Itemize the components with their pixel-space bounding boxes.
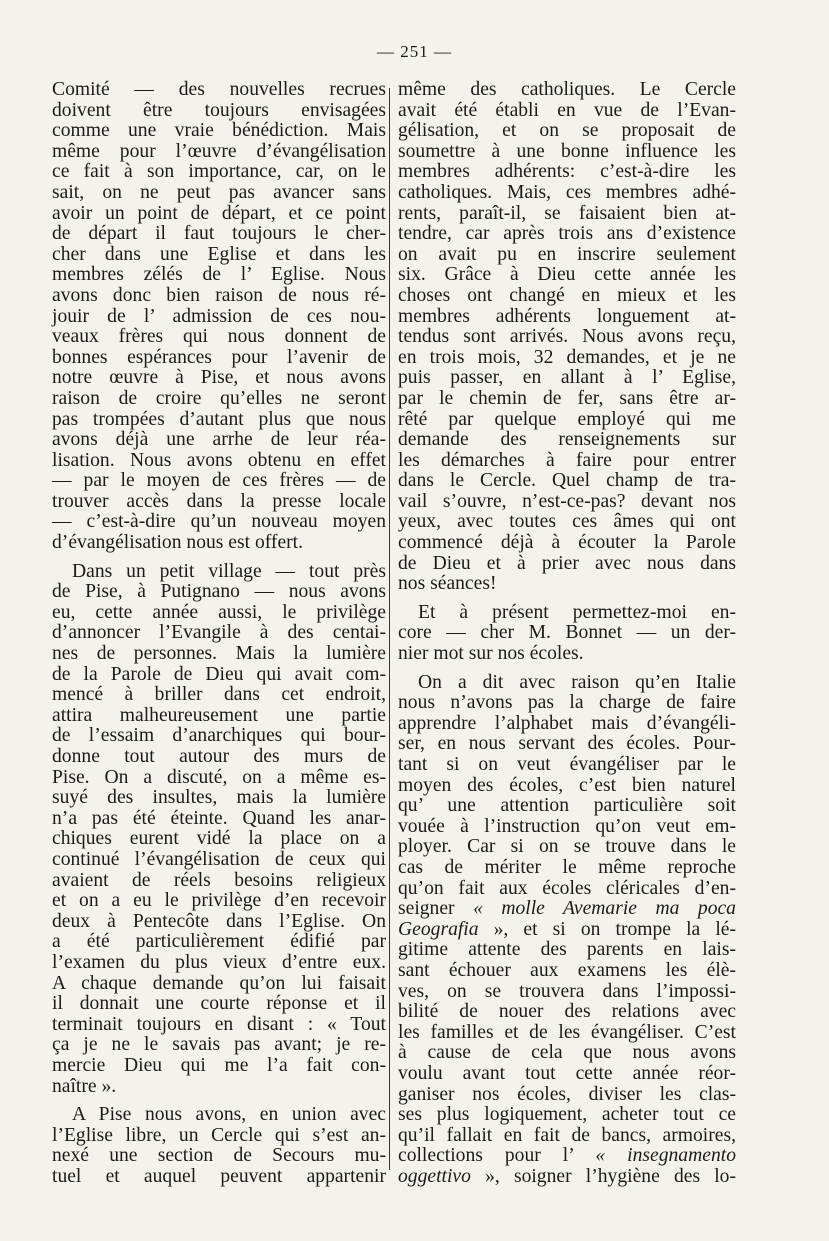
- text-line: A Pise nous avons, en union avec: [72, 1104, 386, 1126]
- text-line: avons déjà une arrhe de leur réa-: [52, 429, 386, 451]
- text-line: [398, 920, 736, 941]
- text-line: terminait toujours en disant : « Tout: [52, 1013, 386, 1035]
- text-line: gélisation, et on se proposait de: [398, 120, 736, 142]
- text-line: qu’il fallait en fait de bancs, armoires,: [398, 1124, 736, 1146]
- text-line: — c’est-à-dire qu’un nouveau moyen: [52, 511, 386, 533]
- italic-quote: oggettivo: [398, 1165, 471, 1187]
- text-line: continué l’évangélisation de ceux qui: [52, 848, 386, 870]
- text-line: par le chemin de fer, sans être ar-: [398, 387, 736, 409]
- column-divider: [389, 88, 390, 1170]
- text-line: Comité — des nouvelles recrues: [52, 79, 386, 100]
- text-line: bonnes espérances pour l’avenir de: [52, 346, 386, 368]
- text-line: rents, paraît-il, se faisaient bien at-: [398, 202, 736, 224]
- text-line: en trois mois, 32 demandes, et je ne: [398, 346, 736, 368]
- text-line: Dans un petit village — tout près: [72, 560, 386, 582]
- text-line: qu’on fait aux écoles cléricales d’en-: [398, 877, 736, 899]
- text-line: sant échouer aux examens les élè-: [398, 959, 736, 981]
- text-line: et on a eu le privilège d’en recevoir: [52, 890, 386, 912]
- text-line: membres adhérents longuement at-: [398, 305, 736, 327]
- text-line: de Dieu et à prier avec nous dans: [398, 552, 736, 574]
- text-line: puis passer, en allant à l’ Eglise,: [398, 367, 736, 389]
- text-line: six. Grâce à Dieu cette année les: [398, 264, 736, 286]
- text-line: catholiques. Mais, ces membres adhé-: [398, 181, 736, 203]
- text-line: ses plus logiquement, acheter tout ce: [398, 1104, 736, 1126]
- text-line: nes de personnes. Mais la lumière: [52, 643, 386, 665]
- text-line: — par le moyen de ces frères — de: [52, 470, 386, 492]
- text-line: vail s’ouvre, n’est-ce-pas? devant nos: [398, 490, 736, 512]
- text-line: A chaque demande qu’on lui faisait: [52, 972, 386, 994]
- text-line: voulu avant tout cette année réor-: [398, 1062, 736, 1084]
- text-line: les familles et de les évangéliser. C’est: [398, 1021, 736, 1043]
- text-line: [398, 1146, 736, 1167]
- text-line: on avait pu en inscrire seulement: [398, 243, 736, 265]
- text-line: On a dit avec raison qu’en Italie: [418, 671, 736, 693]
- text-line: l’Eglise libre, un Cercle qui s’est an-: [52, 1124, 386, 1146]
- page-number: — 251 —: [377, 42, 452, 61]
- text-line: donne tout autour des murs de: [52, 746, 386, 767]
- text-segment: », et si on trompe la lé-: [478, 918, 736, 940]
- text-line: suyé des insultes, mais la lumière: [52, 787, 386, 809]
- text-line: membres zélés de l’ Eglise. Nous: [52, 264, 386, 286]
- text-line: qu’ une attention particulière soit: [398, 795, 736, 817]
- text-line: commencé déjà à écouter la Parole: [398, 532, 736, 554]
- text-line: tuel et auquel peuvent appartenir: [52, 1165, 386, 1187]
- text-line: apprendre l’alphabet mais d’évangéli-: [398, 712, 736, 734]
- text-line: nos séances!: [398, 573, 497, 595]
- text-line: de la Parole de Dieu qui avait com-: [52, 663, 386, 685]
- text-line: tendre, car après trois ans d’existence: [398, 223, 736, 245]
- text-line: d’évangélisation nous est offert.: [52, 532, 304, 554]
- text-line: comme une vraie bénédiction. Mais: [52, 120, 386, 142]
- text-line: nous n’avons pas la charge de faire: [398, 692, 736, 714]
- text-line: gitime attente des parents en lais-: [398, 939, 736, 961]
- text-line: les démarches à faire pour entrer: [398, 449, 736, 471]
- text-line: avait été établi en vue de l’Evan-: [398, 99, 736, 121]
- text-line: ça je ne le savais pas avant; je re-: [52, 1034, 386, 1056]
- text-line: nexé une section de Secours mu-: [52, 1145, 386, 1167]
- text-line: core — cher M. Bonnet — un der-: [398, 622, 736, 644]
- right-text-column: [398, 80, 736, 1187]
- italic-quote: Geografia: [398, 918, 479, 940]
- text-line: naître ».: [52, 1075, 117, 1097]
- text-line: il donnait une courte réponse et il: [52, 993, 386, 1015]
- text-segment: seigner: [398, 898, 474, 920]
- text-line: doivent être toujours envisagées: [52, 99, 386, 121]
- text-line: trouver accès dans la presse locale: [52, 490, 386, 512]
- text-line: notre œuvre à Pise, et nous avons: [52, 367, 386, 389]
- text-line: ployer. Car si on se trouve dans le: [398, 836, 736, 858]
- italic-quote: « insegnamento: [595, 1145, 736, 1167]
- text-line: même pour l’œuvre d’évangélisation: [52, 140, 386, 162]
- text-line: pas trompées d’autant plus que nous: [52, 408, 386, 430]
- left-text-column: [52, 80, 386, 1187]
- text-segment: », soigner l’hygiène des lo-: [470, 1165, 736, 1187]
- text-line: attira malheureusement une partie: [52, 704, 386, 726]
- text-line: avoir un point de départ, et ce point: [52, 202, 386, 224]
- text-line: de l’essaim d’anarchiques qui bour-: [52, 725, 386, 747]
- text-line: nier mot sur nos écoles.: [398, 643, 584, 665]
- text-line: ce fait à son importance, car, on le: [52, 161, 386, 183]
- text-line: demande des renseignements sur: [398, 429, 736, 451]
- text-line: lisation. Nous avons obtenu en effet: [52, 449, 386, 471]
- text-line: [398, 1167, 736, 1188]
- text-segment: collections pour l’: [398, 1145, 596, 1167]
- text-line: vouée à l’instruction qu’on veut em-: [398, 815, 736, 837]
- text-line: avons donc bien raison de nous ré-: [52, 284, 386, 306]
- text-line: deux à Pentecôte dans l’Eglise. On: [52, 910, 386, 932]
- text-line: moyen des écoles, c’est bien naturel: [398, 774, 736, 796]
- text-line: mercie Dieu qui me l’a fait con-: [52, 1054, 386, 1076]
- text-line: raison de croire qu’elles ne seront: [52, 387, 386, 409]
- text-line: Et à présent permettez-moi en-: [418, 601, 736, 623]
- text-line: bilité de nouer des relations avec: [398, 1001, 736, 1023]
- text-line: n’a pas été éteinte. Quand les anar-: [52, 807, 386, 829]
- text-line: chiques eurent vidé la place on a: [52, 828, 386, 850]
- text-line: cher dans une Eglise et dans les: [52, 243, 386, 265]
- text-line: rêté par quelque employé qui me: [398, 408, 736, 430]
- text-line: cas de mériter le même reproche: [398, 856, 736, 878]
- text-line: veaux frères qui nous donnent de: [52, 326, 386, 348]
- text-line: à cause de cela que nous avons: [398, 1042, 736, 1064]
- text-line: même des catholiques. Le Cercle: [398, 79, 736, 100]
- text-line: ves, on se trouvera dans l’impossi-: [398, 980, 736, 1002]
- text-line: mencé à briller dans cet endroit,: [52, 684, 386, 706]
- text-line: a été particulièrement édifié par: [52, 931, 386, 953]
- italic-quote: « molle Avemarie ma poca: [473, 898, 736, 920]
- text-line: tant si on veut évangéliser par le: [398, 754, 736, 775]
- text-line: dans le Cercle. Quel champ de tra-: [398, 470, 736, 492]
- text-line: de Pise, à Putignano — nous avons: [52, 581, 386, 603]
- text-line: [398, 899, 736, 920]
- text-line: sait, on ne peut pas avancer sans: [52, 181, 386, 203]
- text-line: d’annoncer l’Evangile à des centai-: [52, 622, 386, 644]
- text-line: ganiser nos écoles, diviser les clas-: [398, 1083, 736, 1105]
- text-line: l’examen du plus vieux d’entre eux.: [52, 951, 386, 973]
- text-line: de départ il faut toujours le cher-: [52, 223, 386, 245]
- text-line: Pise. On a discuté, on a même es-: [52, 766, 386, 788]
- text-line: yeux, avec toutes ces âmes qui ont: [398, 511, 736, 533]
- text-line: membres adhérents: c’est-à-dire les: [398, 161, 736, 183]
- text-line: ser, en nous servant des écoles. Pour-: [398, 733, 736, 755]
- text-line: jouir de l’ admission de ces nou-: [52, 305, 386, 327]
- text-line: avaient de réels besoins religieux: [52, 869, 386, 891]
- text-line: eu, cette année aussi, le privilège: [52, 601, 386, 623]
- text-line: choses ont changé en mieux et les: [398, 284, 736, 306]
- text-line: soumettre à une bonne influence les: [398, 140, 736, 162]
- text-line: tendus sont arrivés. Nous avons reçu,: [398, 326, 736, 348]
